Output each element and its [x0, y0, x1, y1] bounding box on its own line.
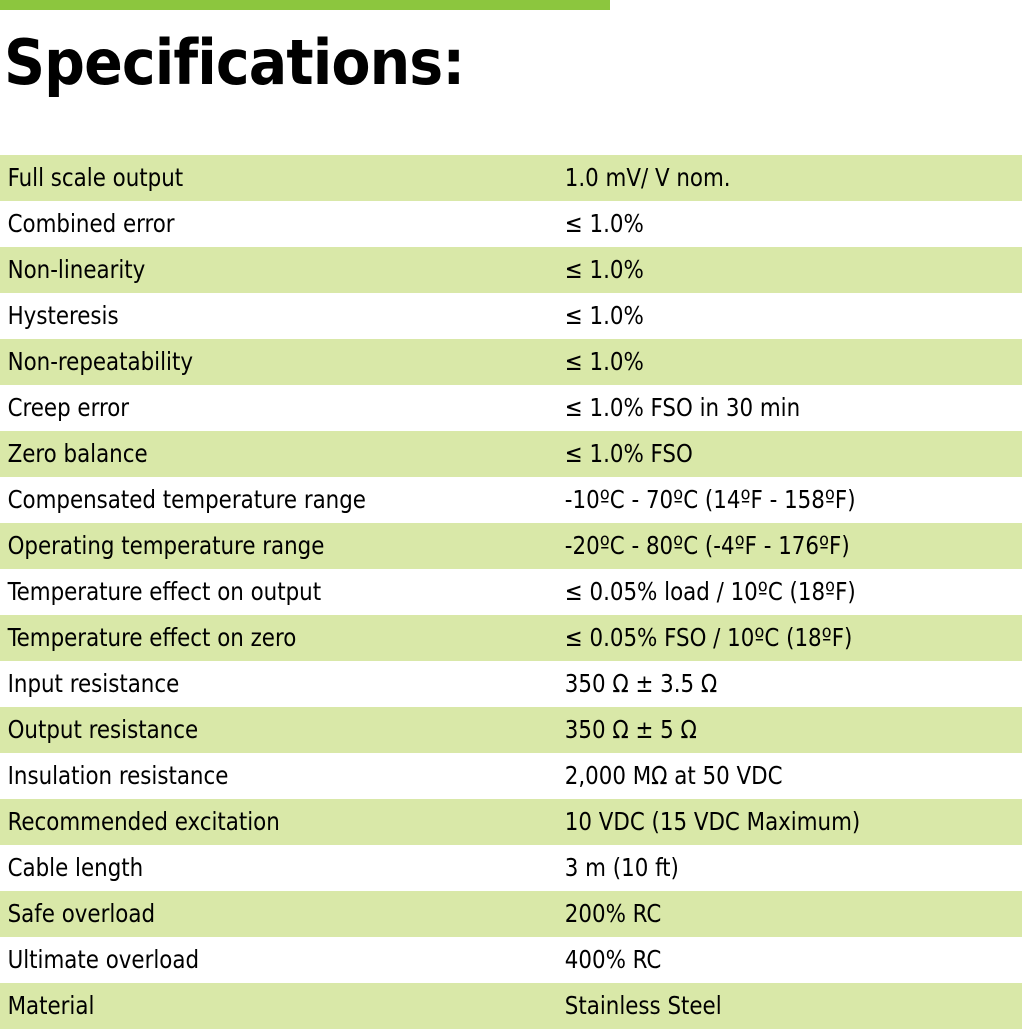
- spec-label: Ultimate overload: [7, 945, 200, 974]
- spec-value: ≤ 0.05% FSO / 10ºC (18ºF): [565, 623, 853, 652]
- spec-label: Temperature effect on output: [7, 577, 322, 606]
- table-row: [0, 753, 1022, 799]
- table-row: [0, 155, 1022, 201]
- spec-label: Output resistance: [7, 715, 199, 744]
- spec-label: Material: [7, 991, 95, 1020]
- spec-label: Cable length: [7, 853, 144, 882]
- spec-value: ≤ 1.0%: [565, 255, 645, 284]
- specifications-table: [0, 155, 1022, 1029]
- spec-label: Insulation resistance: [7, 761, 229, 790]
- spec-label: Compensated temperature range: [7, 485, 366, 514]
- spec-label: Hysteresis: [7, 301, 119, 330]
- table-row: [0, 983, 1022, 1029]
- spec-label: Safe overload: [7, 899, 156, 928]
- table-row: [0, 799, 1022, 845]
- table-row: [0, 937, 1022, 983]
- spec-label: Creep error: [7, 393, 130, 422]
- spec-value: 10 VDC (15 VDC Maximum): [565, 807, 861, 836]
- table-row: [0, 201, 1022, 247]
- spec-label: Input resistance: [7, 669, 180, 698]
- table-row: [0, 293, 1022, 339]
- spec-value: 3 m (10 ft): [565, 853, 680, 882]
- spec-value: 200% RC: [565, 899, 662, 928]
- table-row: [0, 891, 1022, 937]
- table-row: [0, 707, 1022, 753]
- spec-value: -20ºC - 80ºC (-4ºF - 176ºF): [565, 531, 851, 560]
- spec-label: Full scale output: [7, 163, 184, 192]
- accent-bar: [0, 0, 610, 10]
- spec-label: Zero balance: [7, 439, 148, 468]
- spec-label: Non-repeatability: [7, 347, 193, 376]
- table-row: [0, 661, 1022, 707]
- spec-value: 350 Ω ± 3.5 Ω: [565, 669, 718, 698]
- table-row: [0, 615, 1022, 661]
- table-row: [0, 385, 1022, 431]
- spec-value: 1.0 mV/ V nom.: [565, 163, 731, 192]
- spec-label: Operating temperature range: [7, 531, 325, 560]
- spec-value: 2,000 MΩ at 50 VDC: [565, 761, 783, 790]
- spec-value: 350 Ω ± 5 Ω: [565, 715, 698, 744]
- spec-label: Temperature effect on zero: [7, 623, 297, 652]
- table-row: [0, 477, 1022, 523]
- spec-value: 400% RC: [565, 945, 662, 974]
- table-row: [0, 569, 1022, 615]
- spec-value: ≤ 1.0% FSO: [565, 439, 694, 468]
- specifications-table-body: [0, 155, 1022, 1029]
- spec-value: ≤ 1.0%: [565, 209, 645, 238]
- spec-label: Non-linearity: [7, 255, 146, 284]
- spec-value: -10ºC - 70ºC (14ºF - 158ºF): [565, 485, 856, 514]
- table-row: [0, 523, 1022, 569]
- table-row: [0, 431, 1022, 477]
- spec-label: Recommended excitation: [7, 807, 280, 836]
- page-title: Specifications:: [4, 26, 465, 99]
- spec-value: Stainless Steel: [565, 991, 723, 1020]
- table-row: [0, 845, 1022, 891]
- spec-value: ≤ 0.05% load / 10ºC (18ºF): [565, 577, 857, 606]
- spec-value: ≤ 1.0%: [565, 301, 645, 330]
- table-row: [0, 247, 1022, 293]
- spec-label: Combined error: [7, 209, 175, 238]
- spec-value: ≤ 1.0%: [565, 347, 645, 376]
- table-row: [0, 339, 1022, 385]
- spec-value: ≤ 1.0% FSO in 30 min: [565, 393, 801, 422]
